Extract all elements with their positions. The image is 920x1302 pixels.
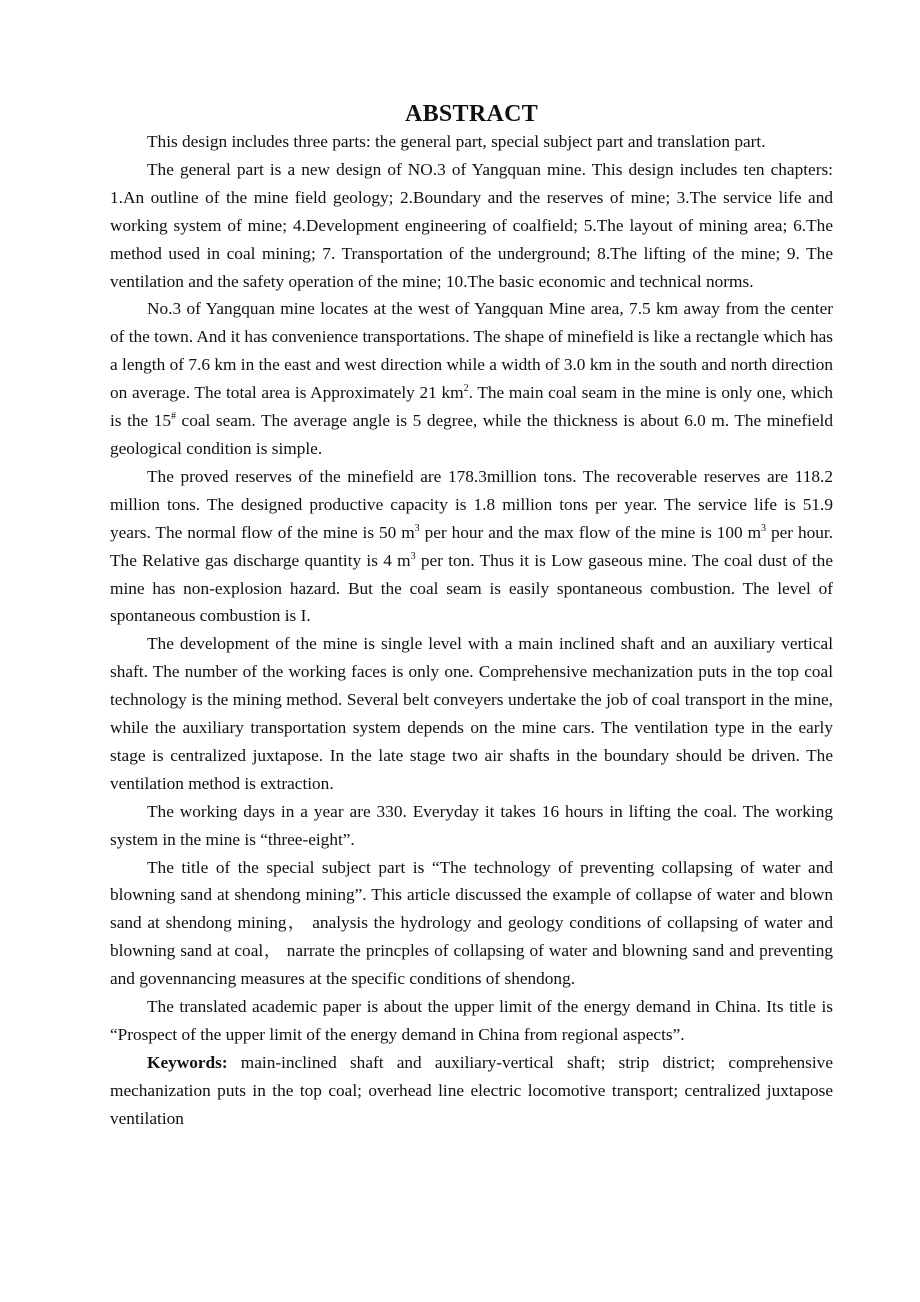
paragraph-reserves [110,463,833,630]
text-segment: per ton. Thus it is Low gaseous mine. The coal dust of the mine has non-explosion hazard. But the coal seam is easily spontaneous combustion. The level of spontaneous combustion is I. [110,550,833,626]
paragraph-general-part: The general part is a new design of NO.3 of Yangquan mine. This design includes ten chapters: 1.An outline of the mine field geology; 2.Boundary and the reserves of mine; 3.The service life and working system of mine; 4.Development engineering of coalfield; 5.The layout of mining area; 6.The method used in coal mining; 7. Transportation of the underground; 8.The lifting of the mine; 9. The ventilation and the safety operation of the mine; 10.The basic economic and technical norms. [110,159,833,291]
paragraph-mine-location [110,295,833,462]
keywords-text: main-inclined shaft and auxiliary-vertical shaft; strip district; comprehensive mechanization puts in the top coal; overhead line electric locomotive transport; centralized juxtapose ventilation [110,1052,833,1128]
text-segment: coal seam. The average angle is 5 degree, while the thickness is about 6.0 m. The minefield geological condition is simple. [110,411,833,458]
superscript: 3 [410,550,416,562]
text-segment: per hour and the max flow of the mine is 100 m [419,522,762,542]
text-segment: . The main coal seam in the mine is only one, which is the 15 [110,383,834,431]
abstract-page [110,98,833,1133]
paragraph-translation: The translated academic paper is about the upper limit of the energy demand in China. Its title is “Prospect of the upper limit of the energy demand in China from regional aspects”. [110,997,833,1044]
text-segment: per hour. The Relative gas discharge quantity is 4 m [110,522,834,570]
paragraph-overview: This design includes three parts: the general part, special subject part and translation part. [147,132,766,151]
superscript: 3 [414,522,420,534]
paragraph-special-subject: The title of the special subject part is “The technology of preventing collapsing of water and blowning sand at shendong mining”. This article discussed the example of collapse of water and blown sand at shendong mining， analysis the hydrology and geology conditions of collapsing of water and blowning sand at coal， narrate the princples of collapsing of water and blowning sand and preventing and govennancing measures at the specific conditions of shendong. [110,857,833,989]
text-segment: No.3 of Yangquan mine locates at the west of Yangquan Mine area, 7.5 km away from the center of the town. And it has convenience transportations. The shape of minefield is like a rectangle which has a length of 7.6 km in the east and west direction while a width of 3.0 km in the south and north direction on average. The total area is Approximately 21 km [110,299,833,403]
keywords-label: Keywords: [147,1052,228,1072]
paragraph-development: The development of the mine is single level with a main inclined shaft and an auxiliary vertical shaft. The number of the working faces is only one. Comprehensive mechanization puts in the top coal technology is the mining method. Several belt conveyers undertake the job of coal transport in the mine, while the auxiliary transportation system depends on the mine cars. The ventilation type in the early stage is centralized juxtapose. In the late stage two air shafts in the boundary should be driven. The ventilation method is extraction. [110,634,833,793]
superscript: # [171,411,177,423]
text-segment: The proved reserves of the minefield are 178.3million tons. The recoverable reserves are 118.2 million tons. The designed productive capacity is 1.8 million tons per year. The service life is 51.9 years. The normal flow of the mine is 50 m [110,466,833,542]
paragraph-working-system: The working days in a year are 330. Everyday it takes 16 hours in lifting the coal. The working system in the mine is “three-eight”. [110,801,833,849]
superscript: 3 [761,522,767,534]
page-title: ABSTRACT [404,101,539,127]
keywords [110,1049,833,1133]
superscript: 2 [463,383,469,395]
